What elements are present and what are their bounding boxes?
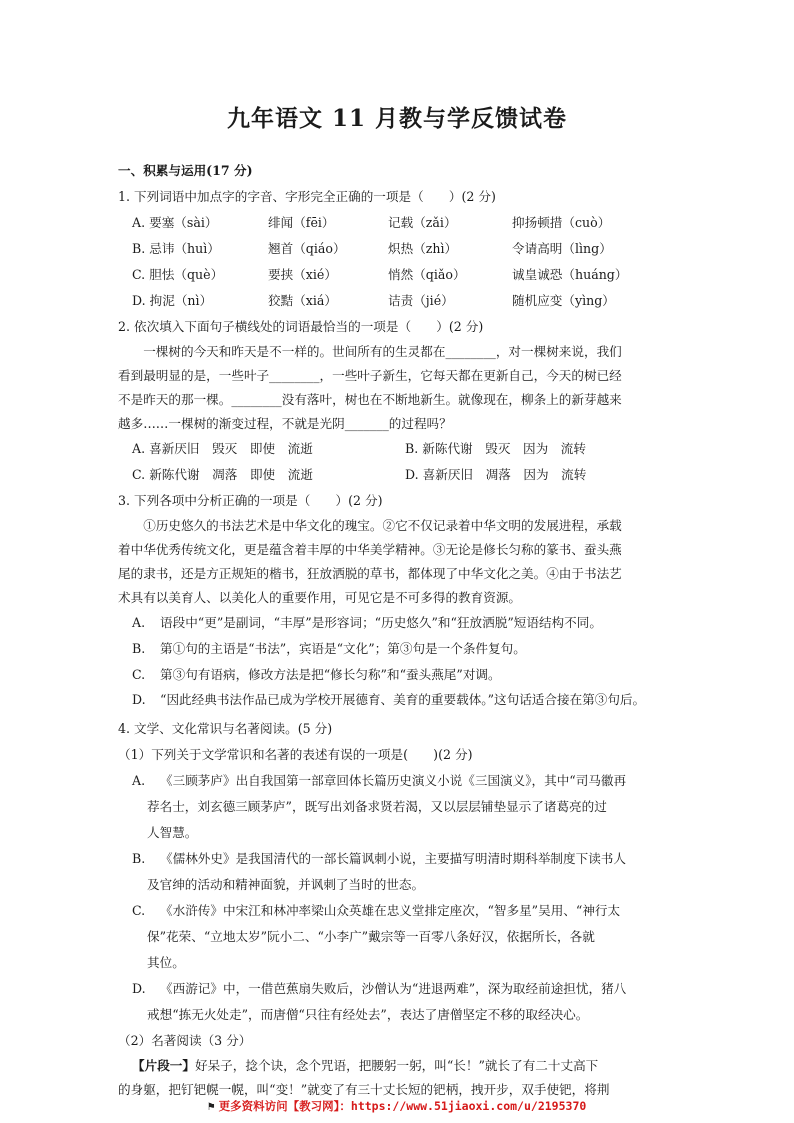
word-cell: A. 要塞（sài） (132, 215, 218, 230)
word-cell: 令请高明（lìng） (512, 241, 612, 256)
option-label: D. (132, 692, 146, 707)
option-label: C. (132, 667, 146, 682)
question-3-passage-line: 着中华优秀传统文化，更是蕴含着丰厚的中华美学精神。③无论是修长匀称的篆书、蚕头燕 (118, 542, 622, 557)
word-cell: C. 胆怯（què） (132, 267, 224, 282)
option-line (118, 846, 678, 872)
excerpt-text: 好呆子，捻个诀，念个咒语，把腰躬一躬，叫“长！”就长了有二十丈高下 (194, 1058, 599, 1073)
question-2-passage-line: 不是昨天的那一棵。________没有落叶，树也在不断地新生。就像现在，柳条上的新芽越来 (118, 392, 622, 407)
question-4-option-b (118, 846, 678, 898)
footer-text: 更多资料访问【教习网】：https://www.51jiaoxi.com/u/2195370 (218, 1099, 587, 1113)
word-cell: 要挟（xié） (268, 267, 337, 282)
question-1-row-b (118, 236, 678, 262)
option-text-cont: 其位。 (147, 955, 185, 970)
question-2-options-row (118, 436, 678, 462)
question-4-option-d (118, 976, 678, 1028)
option-label: B. (132, 851, 146, 866)
word-cell: D. 拘泥（nì） (132, 293, 213, 308)
question-4-option-a (118, 768, 678, 846)
question-2-passage-line: 看到最明显的是，一些叶子________，一些叶子新生，它每天都在更新自己，今天的树已经 (118, 368, 622, 383)
option-b: B. 新陈代谢 毁灭 因为 流转 (405, 441, 586, 456)
page-title: 九年语文 11 月教与学反馈试卷 (226, 105, 568, 132)
question-3-passage-line: 术具有以美育人、以美化人的重要作用，可见它是不可多得的教育资源。 (118, 590, 521, 605)
word-cell: 诘责（jié） (388, 293, 454, 308)
option-line (118, 976, 678, 1002)
question-4-option-c (118, 898, 678, 976)
word-cell: 炽热（zhì） (388, 241, 458, 256)
option-line (118, 898, 678, 924)
option-line (118, 768, 678, 794)
section-heading: 一、积累与运用(17 分) (118, 163, 253, 178)
question-1-stem: 1. 下列词语中加点字的字音、字形完全正确的一项是（ ）(2 分) (118, 189, 496, 204)
excerpt-line: 的身躯，把钉钯幌一幌，叫“变！”就变了有三十丈长短的钯柄，拽开步，双手使钯，将荆 (118, 1082, 610, 1097)
option-text-cont: 人智慧。 (147, 825, 198, 840)
option-a: A. 喜新厌旧 毁灭 即使 流逝 (132, 441, 313, 456)
question-3-stem: 3. 下列各项中分析正确的一项是（ ）(2 分) (118, 493, 383, 508)
option-label: C. (132, 903, 146, 918)
flag-icon: ⚑ (207, 1099, 215, 1113)
excerpt-line (118, 1054, 678, 1078)
question-4-stem: 4. 文学、文化常识与名著阅读。(5 分) (118, 721, 333, 736)
option-text-cont: 保”花荣、“立地太岁”阮小二、“小李广”戴宗等一百零八条好汉，依据所长，各就 (147, 929, 595, 944)
word-cell: B. 忌讳（huì） (132, 241, 220, 256)
option-text-cont: 荐名士，刘玄德三顾茅庐”，既写出刘备求贤若渴，又以层层铺垫显示了诸葛亮的过 (147, 799, 607, 814)
option-text: 第①句的主语是“书法”，宾语是“文化”；第③句是一个条件复句。 (160, 641, 526, 656)
option-text: 语段中“更”是副词，“丰厚”是形容词；“历史悠久”和“狂放洒脱”短语结构不同。 (160, 615, 602, 630)
word-cell: 悄然（qiǎo） (388, 267, 466, 282)
question-4-sub1: （1）下列关于文学常识和名著的表述有误的一项是( )(2 分) (118, 747, 473, 762)
question-3-passage-line: 尾的隶书，还是方正规矩的楷书，狂放洒脱的草书，都体现了中华文化之美。④由于书法艺 (118, 566, 622, 581)
question-1-row-a (118, 210, 678, 236)
excerpt-label: 【片段一】 (132, 1058, 195, 1073)
word-cell: 诚皇诚恐（huáng） (512, 267, 628, 282)
question-2-passage-line: 一棵树的今天和昨天是不一样的。世间所有的生灵都在________，对一棵树来说，我们 (143, 344, 622, 359)
question-3-option-d (118, 688, 678, 712)
footer-link[interactable] (0, 1098, 794, 1114)
question-1-row-c (118, 262, 678, 288)
option-text-cont: 及官绅的活动和精神面貌，并讽刺了当时的世态。 (147, 877, 425, 892)
option-text: 《儒林外史》是我国清代的一部长篇讽刺小说，主要描写明清时期科举制度下读书人 (160, 851, 626, 866)
option-label: A. (132, 773, 146, 788)
word-cell: 翘首（qiáo） (268, 241, 346, 256)
question-3-passage-line: ①历史悠久的书法艺术是中华文化的瑰宝。②它不仅记录着中华文明的发展进程，承载 (143, 518, 622, 533)
option-label: D. (132, 981, 146, 996)
question-3-option-a (118, 610, 678, 636)
word-cell: 记载（zǎi） (388, 215, 457, 230)
option-label: A. (132, 615, 146, 630)
word-cell: 抑扬顿措（cuò） (512, 215, 611, 230)
option-d: D. 喜新厌旧 凋落 因为 流转 (405, 467, 587, 482)
question-2-passage-line: 越多……一棵树的渐变过程，不就是光阴_______的过程吗？ (118, 416, 452, 431)
option-label: B. (132, 641, 146, 656)
word-cell: 绯闻（fēi） (268, 215, 335, 230)
option-text: 第③句有语病，修改方法是把“修长匀称”和“蚕头燕尾”对调。 (160, 667, 501, 682)
word-cell: 随机应变（yìng） (512, 293, 615, 308)
option-text: 《水浒传》中宋江和林冲率梁山众英雄在忠义堂排定座次，“智多星”吴用、“神行太 (160, 903, 621, 918)
question-3-option-c (118, 662, 678, 688)
option-text: “因此经典书法作品已成为学校开展德育、美育的重要载体。”这句话适合接在第③句后。 (160, 692, 646, 707)
question-2-stem: 2. 依次填入下面句子横线处的词语最恰当的一项是（ ）(2 分) (118, 319, 484, 334)
question-2-options-row (118, 462, 678, 488)
option-c: C. 新陈代谢 凋落 即使 流逝 (132, 467, 313, 482)
question-3-option-b (118, 636, 678, 662)
option-text: 《西游记》中，一借芭蕉扇失败后，沙僧认为“进退两难”，深为取经前途担忧，猪八 (160, 981, 627, 996)
word-cell: 狡黠（xiá） (268, 293, 338, 308)
option-text-cont: 戒想“拣无火处走”，而唐僧“只往有经处去”，表达了唐僧坚定不移的取经决心。 (147, 1007, 589, 1022)
option-text: 《三顾茅庐》出自我国第一部章回体长篇历史演义小说《三国演义》，其中“司马徽再 (160, 773, 627, 788)
question-4-sub2: （2）名著阅读（3 分） (118, 1033, 252, 1048)
exam-content (118, 158, 678, 1102)
question-1-row-d (118, 288, 678, 314)
